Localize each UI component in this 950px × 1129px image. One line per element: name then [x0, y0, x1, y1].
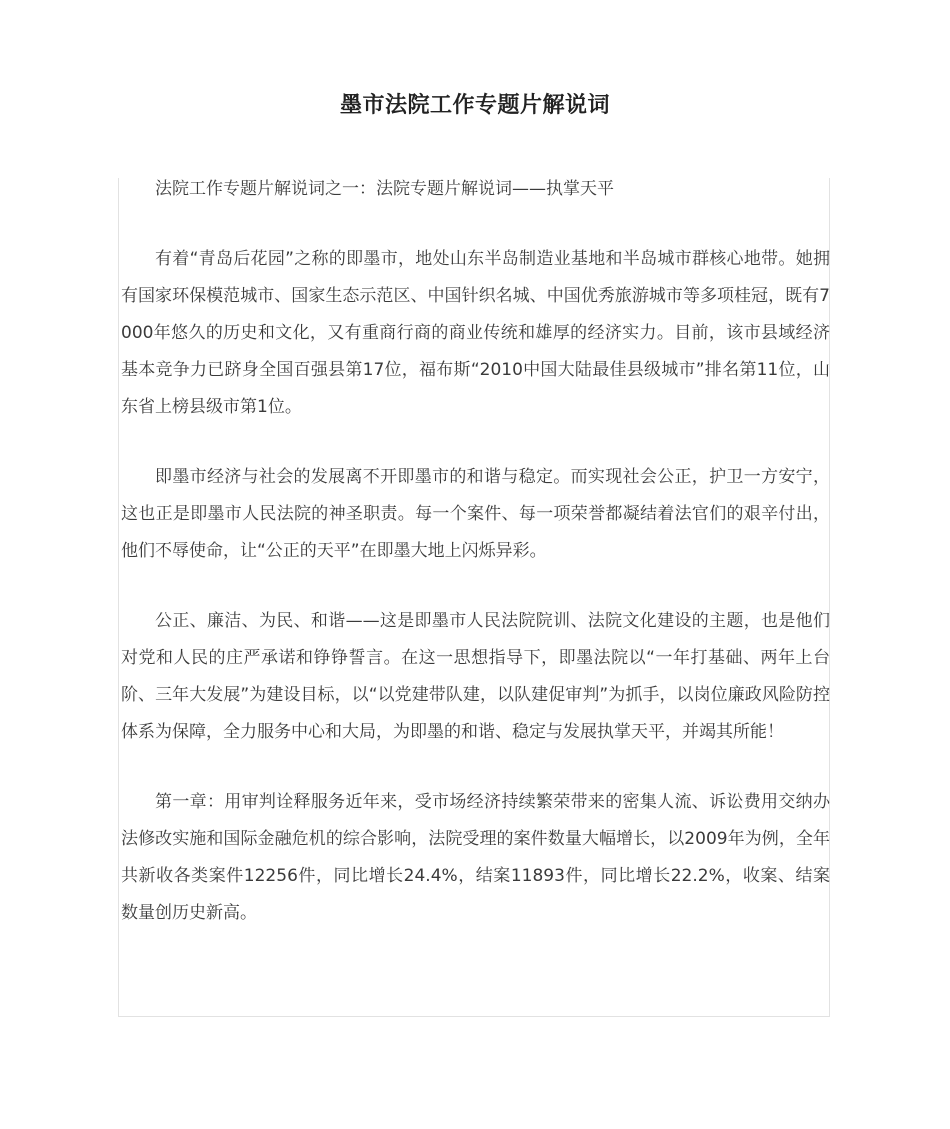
- paragraph-chapter-one: 第一章：用审判诠释服务近年来，受市场经济持续繁荣带来的密集人流、诉讼费用交纳办法修改实施和国际金融危机的综合影响，法院受理的案件数量大幅增长，以2009年为例，全年共新收各类案件12256件，同比增长24.4%，结案11893件，同比增长22.2%，收案、结案数量创历史新高。: [121, 792, 830, 923]
- paragraph-motto: 公正、廉洁、为民、和谐——这是即墨市人民法院院训、法院文化建设的主题，也是他们对党和人民的庄严承诺和铮铮誓言。在这一思想指导下，即墨法院以“一年打基础、两年上台阶、三年大发展”为建设目标，以“以党建带队建，以队建促审判”为抓手，以岗位廉政风险防控体系为保障，全力服务中心和大局，为即墨的和谐、稳定与发展执掌天平，并竭其所能！: [121, 611, 830, 742]
- paragraph-harmony: 即墨市经济与社会的发展离不开即墨市的和谐与稳定。而实现社会公正，护卫一方安宁，这也正是即墨市人民法院的神圣职责。每一个案件、每一项荣誉都凝结着法官们的艰辛付出，他们不辱使命，让“公正的天平”在即墨大地上闪烁异彩。: [121, 467, 830, 561]
- article-body: [121, 171, 830, 965]
- article-subtitle: 法院工作专题片解说词之一：法院专题片解说词——执掌天平: [155, 179, 614, 199]
- page-title: 墨市法院工作专题片解说词: [339, 93, 610, 118]
- paragraph-intro: 有着“青岛后花园”之称的即墨市，地处山东半岛制造业基地和半岛城市群核心地带。她拥有国家环保模范城市、国家生态示范区、中国针织名城、中国优秀旅游城市等多项桂冠，既有7000年悠久的历史和文化，又有重商行商的商业传统和雄厚的经济实力。目前，该市县域经济基本竞争力已跻身全国百强县第17位，福布斯“2010中国大陆最佳县级城市”排名第11位，山东省上榜县级市第1位。: [121, 249, 830, 417]
